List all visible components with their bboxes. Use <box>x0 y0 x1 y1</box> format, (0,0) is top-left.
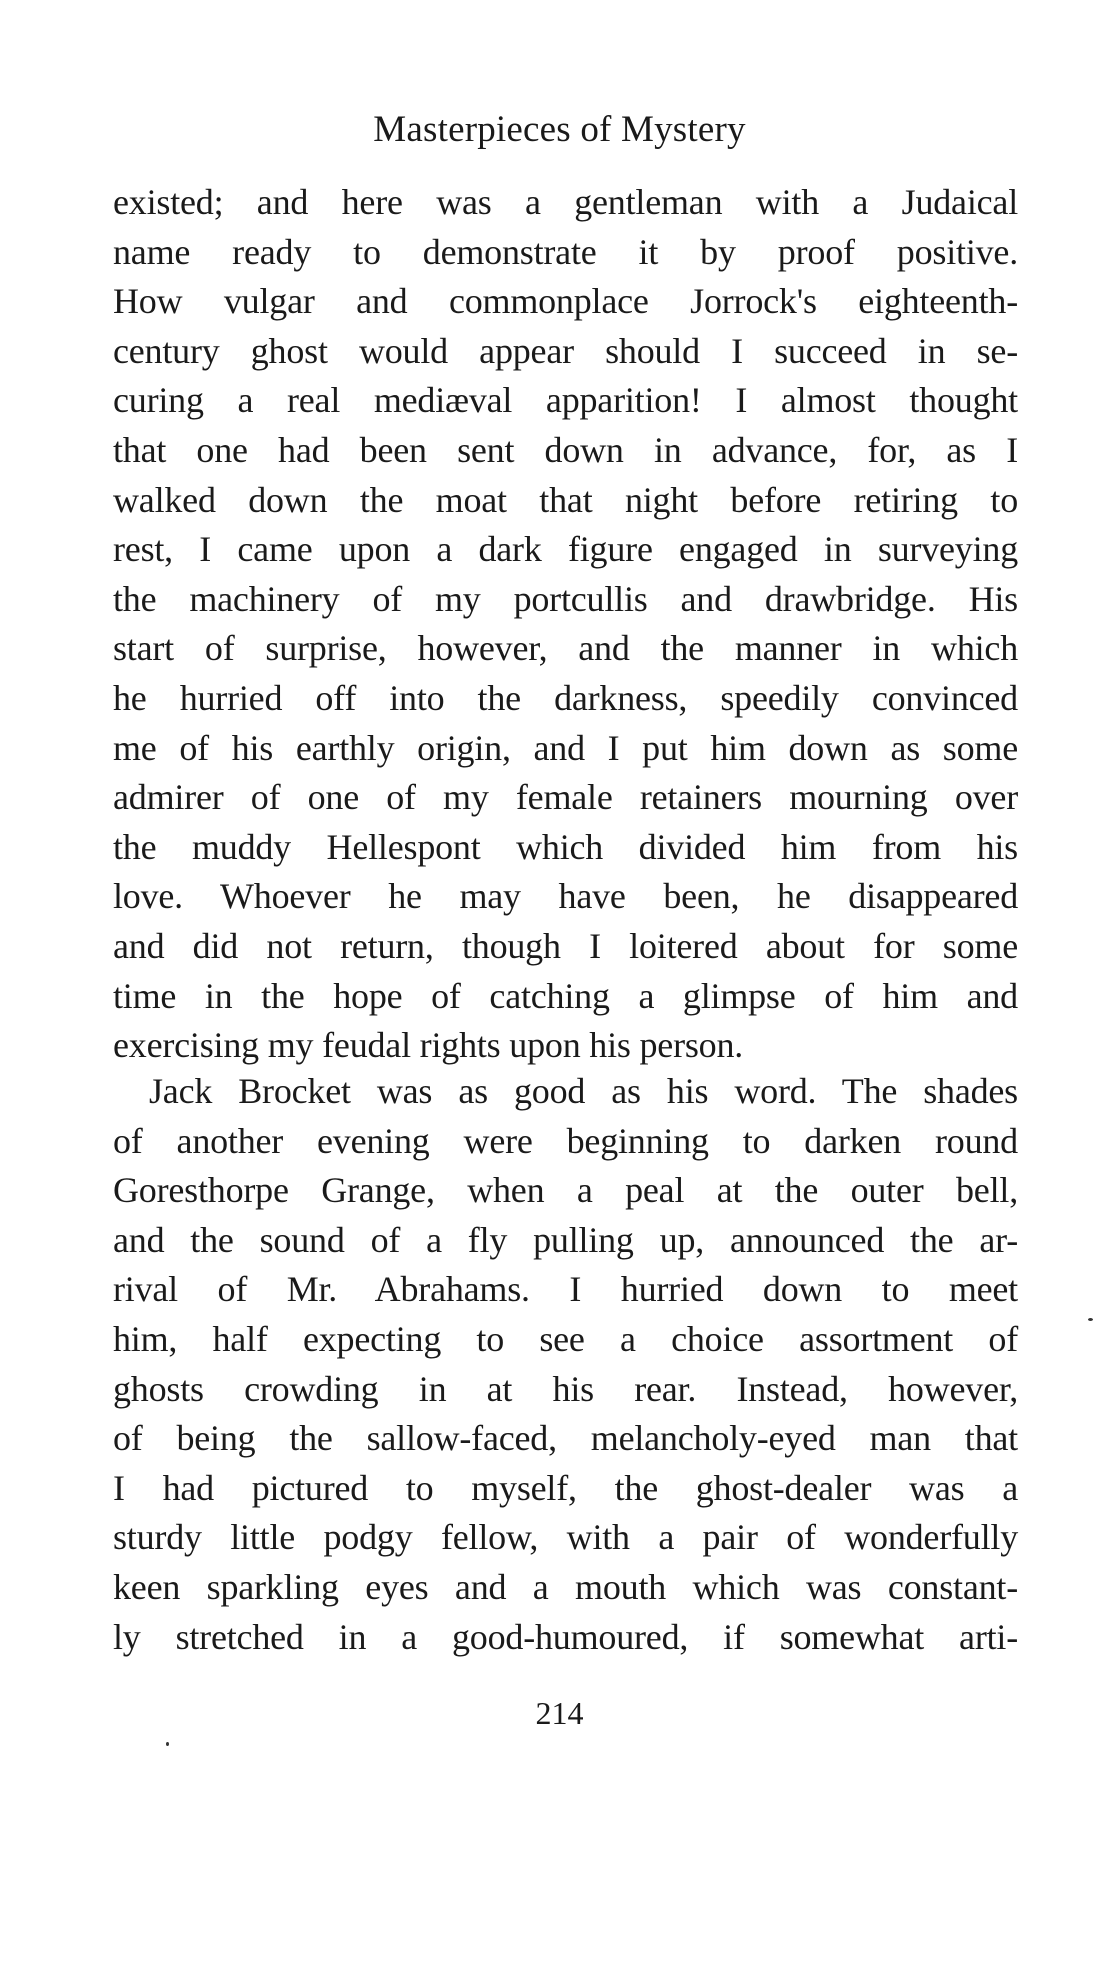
text-line: me of his earthly origin, and I put him down as some <box>113 727 1018 768</box>
text-line: start of surprise, however, and the manner in which <box>113 628 1018 669</box>
scan-speck <box>1088 1318 1093 1321</box>
text-line: he hurried off into the darkness, speedily convinced <box>113 677 1018 718</box>
text-line: love. Whoever he may have been, he disappeared <box>113 876 1018 917</box>
body-paragraph-2 <box>113 1067 1018 1662</box>
text-line: Goresthorpe Grange, when a peal at the outer bell, <box>113 1170 1018 1211</box>
text-line: rival of Mr. Abrahams. I hurried down to meet <box>113 1269 1018 1310</box>
text-line: curing a real mediæval apparition! I almost thought <box>113 380 1018 421</box>
text-line: name ready to demonstrate it by proof positive. <box>113 231 1018 272</box>
text-line: existed; and here was a gentleman with a Judaical <box>113 182 1018 222</box>
text-line: keen sparkling eyes and a mouth which was constant- <box>113 1566 1018 1607</box>
text-line: exercising my feudal rights upon his person. <box>113 1025 744 1066</box>
text-line: Jack Brocket was as good as his word. The shades <box>149 1071 1018 1111</box>
page-number: 214 <box>535 1695 584 1731</box>
text-line: the machinery of my portcullis and drawbridge. His <box>113 578 1018 619</box>
text-line: that one had been sent down in advance, for, as I <box>113 429 1018 470</box>
text-line: and the sound of a fly pulling up, announced the ar- <box>113 1219 1018 1260</box>
running-header: Masterpieces of Mystery <box>373 109 746 150</box>
text-line: the muddy Hellespont which divided him from his <box>113 826 1018 867</box>
text-line: century ghost would appear should I succeed in se- <box>113 330 1018 371</box>
body-paragraph-1 <box>113 178 1018 1071</box>
text-line: ghosts crowding in at his rear. Instead, however, <box>113 1368 1018 1409</box>
text-line: How vulgar and commonplace Jorrock's eighteenth- <box>113 281 1018 322</box>
text-line: of another evening were beginning to darken round <box>113 1120 1018 1161</box>
text-line: of being the sallow-faced, melancholy-eyed man that <box>113 1418 1018 1459</box>
text-line: and did not return, though I loitered about for some <box>113 925 1018 966</box>
text-line: him, half expecting to see a choice assortment of <box>113 1318 1018 1359</box>
scan-speck <box>166 1742 169 1746</box>
text-line: rest, I came upon a dark figure engaged in surveying <box>113 529 1018 570</box>
text-line: I had pictured to myself, the ghost-dealer was a <box>113 1467 1018 1508</box>
text-line: ly stretched in a good-humoured, if somewhat arti- <box>113 1616 1018 1657</box>
text-line: admirer of one of my female retainers mourning over <box>113 777 1018 818</box>
text-line: walked down the moat that night before retiring to <box>113 479 1018 520</box>
text-line: sturdy little podgy fellow, with a pair of wonderfully <box>113 1517 1018 1558</box>
text-line: time in the hope of catching a glimpse of him and <box>113 975 1018 1016</box>
